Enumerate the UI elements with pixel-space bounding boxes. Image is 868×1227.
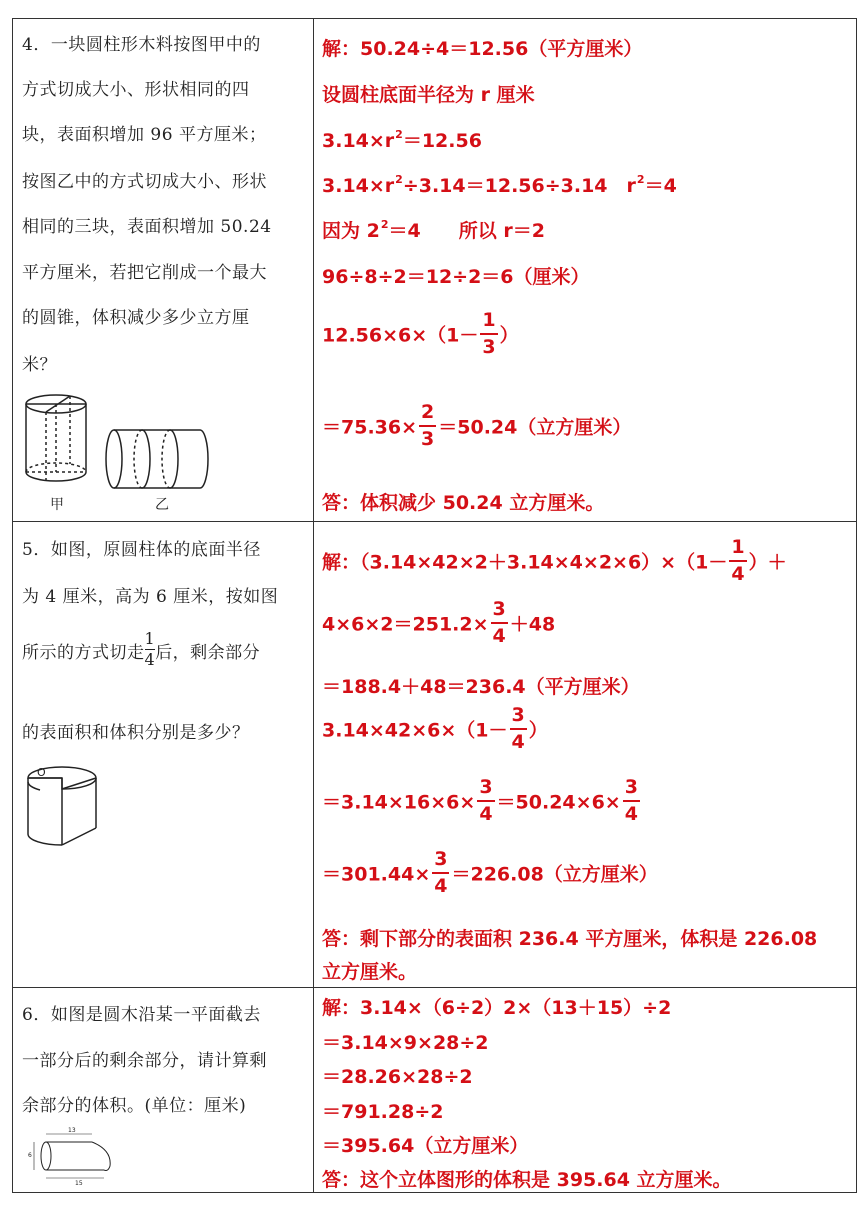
question-line: 4．一块圆柱形木料按图甲中的 [22, 35, 261, 55]
cut-cylinder-figure [20, 762, 102, 854]
exponent: 2 [395, 128, 403, 141]
figure-top-length: 13 [68, 1127, 76, 1134]
fraction [145, 631, 156, 668]
numerator: 1 [731, 536, 745, 558]
expr: 12.56×6×（1－ [322, 324, 479, 347]
denominator: 3 [419, 425, 436, 449]
numerator: 3 [434, 848, 448, 870]
answer-5-conclusion-2: 立方厘米。 [322, 961, 418, 983]
answer-6-line-3: ＝28.26×28÷2 [322, 1066, 473, 1088]
denominator: 4 [491, 622, 508, 646]
question-line: 为 4 厘米，高为 6 厘米，按如图 [22, 587, 279, 607]
answer-4-line-8 [322, 401, 632, 451]
expr: ＝50.24（立方厘米） [438, 416, 632, 439]
question-line: 6．如图是圆木沿某一平面截去 [22, 1005, 261, 1025]
expr: 解：（3.14×42×2＋3.14×4×2×6）×（1－ [322, 551, 728, 574]
question-line: 平方厘米，若把它削成一个最大 [22, 263, 267, 283]
fraction [491, 600, 508, 646]
answer-5-line-2 [322, 598, 556, 648]
question-line: 米？ [22, 355, 57, 375]
text: 后，剩余部分 [155, 643, 261, 663]
expr: ＝3.14×16×6× [322, 791, 476, 814]
answer-6-line-4: ＝791.28÷2 [322, 1101, 444, 1123]
fraction [623, 778, 640, 824]
figure-label-yi: 乙 [155, 497, 169, 513]
answer-5-line-5 [322, 776, 642, 826]
fraction [510, 706, 527, 752]
expr: 3.14×r [322, 130, 395, 152]
exponent: 2 [636, 173, 645, 186]
expr: ） [499, 324, 519, 347]
numerator: 1 [482, 309, 496, 331]
fraction [432, 850, 449, 896]
question-line: 的圆锥，体积减少多少立方厘 [22, 308, 250, 328]
answer-4-line-2: 设圆柱底面半径为 r 厘米 [322, 84, 535, 106]
question-line: 按图乙中的方式切成大小、形状 [22, 172, 267, 192]
fraction [419, 403, 436, 449]
fraction [480, 311, 497, 357]
exponent: 2 [380, 218, 389, 231]
answer-6-conclusion: 答：这个立体图形的体积是 395.64 立方厘米。 [322, 1169, 732, 1191]
denominator: 4 [144, 650, 156, 669]
denominator: 4 [510, 728, 527, 752]
answer-6-line-1: 解：3.14×（6÷2）2×（13＋15）÷2 [322, 997, 672, 1019]
numerator: 3 [624, 776, 638, 798]
question-line: 5．如图，原圆柱体的底面半径 [22, 540, 261, 560]
question-line: 的表面积和体积分别是多少？ [22, 723, 250, 743]
answer-5-line-4 [322, 704, 548, 754]
expr: ÷3.14＝12.56÷3.14 r [402, 175, 636, 197]
expr: ） [528, 719, 548, 742]
question-line: 一部分后的剩余部分，请计算剩 [22, 1051, 267, 1071]
answer-5-line-6 [322, 848, 658, 898]
answer-4-line-6: 96÷8÷2＝12÷2＝6（厘米） [322, 266, 590, 288]
exponent: 2 [395, 173, 403, 186]
cylinder-figure-yi [102, 425, 214, 493]
center-label: O [37, 766, 46, 779]
expr: 因为 2 [322, 220, 380, 242]
answer-4-conclusion: 答：体积减少 50.24 立方厘米。 [322, 492, 605, 514]
denominator: 4 [729, 560, 746, 584]
question-line: 相同的三块，表面积增加 50.24 [22, 217, 272, 237]
figure-diameter: 6 [28, 1152, 32, 1159]
text: 所示的方式切走 [22, 643, 145, 663]
expr: ＝4 [644, 175, 677, 197]
fraction [729, 538, 746, 584]
numerator: 2 [421, 401, 435, 423]
answer-5-line-1 [322, 536, 787, 586]
answer-4-line-5 [322, 216, 545, 243]
question-line: 方式切成大小、形状相同的四 [22, 80, 250, 100]
question-line: 块，表面积增加 96 平方厘米； [22, 125, 267, 145]
numerator: 3 [479, 776, 493, 798]
expr: ＝301.44× [322, 863, 431, 886]
answer-4-line-1: 解：50.24÷4＝12.56（平方厘米） [322, 38, 643, 60]
expr: ＋48 [509, 613, 556, 636]
answer-4-line-3 [322, 126, 482, 153]
row-divider [12, 521, 856, 522]
fraction [477, 778, 494, 824]
expr: ＝12.56 [402, 130, 482, 152]
question-line [22, 629, 261, 672]
expr: 3.14×r [322, 175, 395, 197]
expr: ＝75.36× [322, 416, 418, 439]
answer-6-line-2: ＝3.14×9×28÷2 [322, 1032, 489, 1054]
truncated-log-figure [26, 1126, 122, 1184]
denominator: 4 [623, 800, 640, 824]
expr: 4×6×2＝251.2× [322, 613, 489, 636]
answer-6-line-5: ＝395.64（立方厘米） [322, 1135, 529, 1157]
answer-4-line-4 [322, 171, 677, 198]
answer-4-line-7 [322, 309, 519, 359]
numerator: 1 [144, 629, 156, 648]
expr: ＝50.24×6× [496, 791, 621, 814]
cylinder-figure-jia [20, 390, 100, 490]
row-divider [12, 987, 856, 988]
expr: 3.14×42×6×（1－ [322, 719, 508, 742]
numerator: 3 [511, 704, 525, 726]
figure-label-jia: 甲 [50, 497, 64, 513]
question-line: 余部分的体积。(单位：厘米) [22, 1096, 247, 1116]
answer-5-line-3: ＝188.4＋48＝236.4（平方厘米） [322, 676, 640, 698]
expr: ＝226.08（立方厘米） [451, 863, 658, 886]
expr: ）＋ [748, 551, 787, 574]
denominator: 3 [480, 333, 497, 357]
denominator: 4 [432, 872, 449, 896]
column-divider [313, 18, 314, 1193]
denominator: 4 [477, 800, 494, 824]
answer-5-conclusion-1: 答：剩下部分的表面积 236.4 平方厘米，体积是 226.08 [322, 928, 818, 950]
numerator: 3 [492, 598, 506, 620]
expr: ＝4 所以 r＝2 [388, 220, 545, 242]
figure-bottom-length: 15 [75, 1180, 83, 1187]
